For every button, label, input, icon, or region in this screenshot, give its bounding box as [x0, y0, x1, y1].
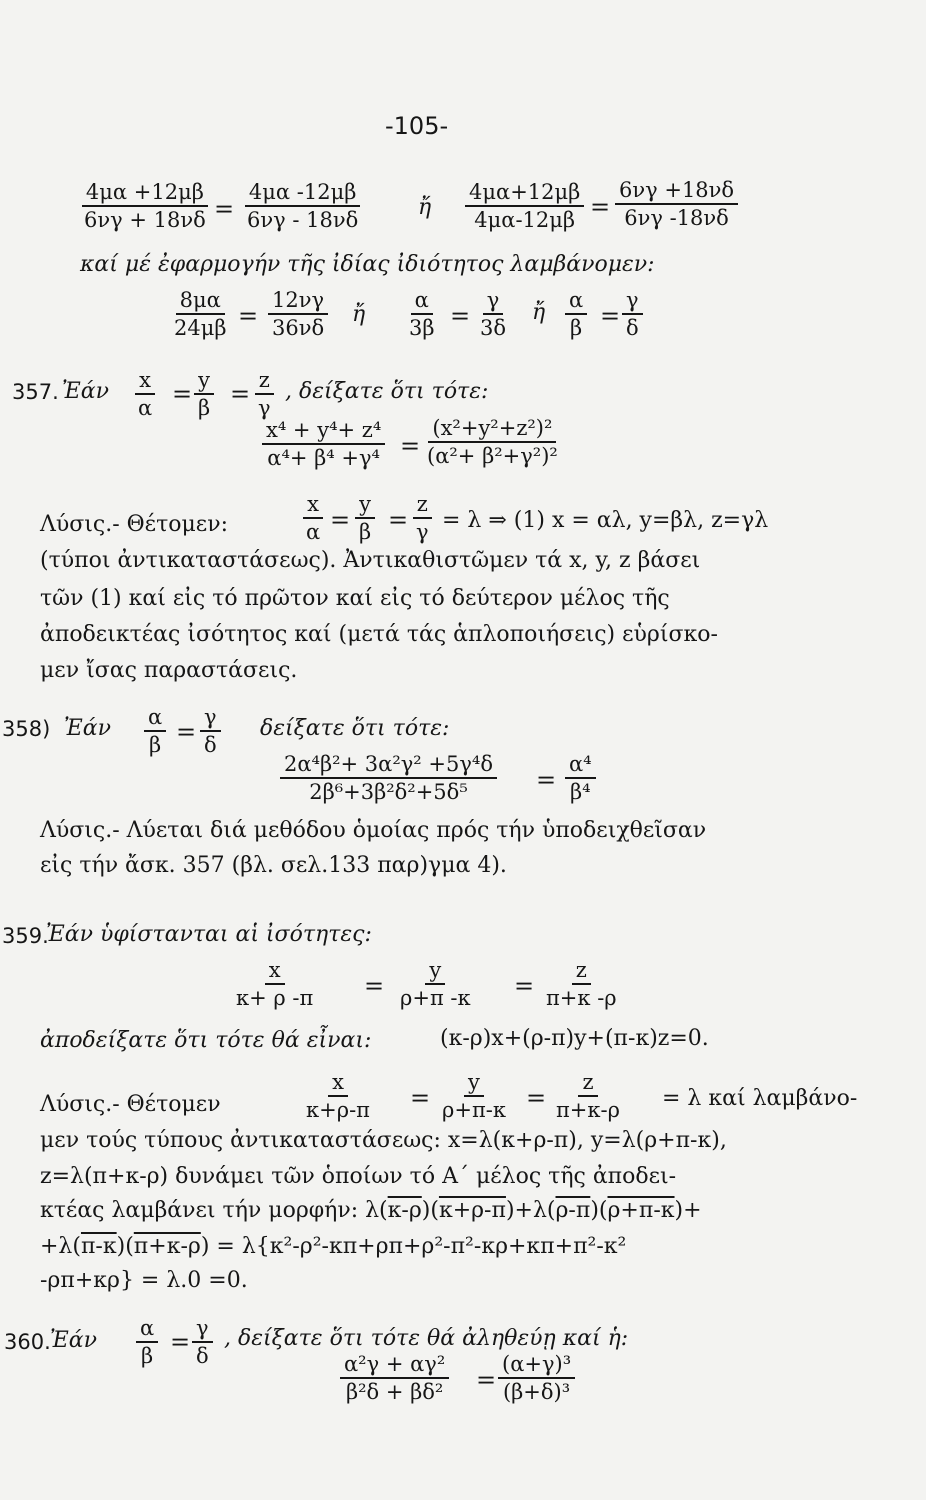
- ratio-denominator: κ+ρ-π: [306, 1098, 370, 1122]
- fraction-6-denominator: 36νδ: [272, 316, 325, 340]
- solution-label: Λύσις.- Θέτομεν:: [40, 512, 228, 537]
- fraction-6: [268, 288, 328, 340]
- ratio-fraction: [232, 958, 317, 1010]
- ratio-denominator: β: [359, 520, 372, 544]
- fraction-1-numerator: 4μα +12μβ: [82, 180, 208, 207]
- equals-sign: =: [176, 718, 197, 746]
- equals-sign: =: [400, 432, 421, 460]
- ratio-denominator: π+κ -ρ: [546, 986, 617, 1010]
- equals-sign: =: [526, 1084, 547, 1112]
- ratio-fraction: [144, 705, 166, 757]
- prompt-text: ἀποδείξατε ὅτι τότε θά εἶναι:: [40, 1028, 372, 1053]
- rhs-fraction: [565, 752, 596, 804]
- ratio-denominator: γ: [258, 396, 271, 420]
- rhs-numerator: (α+γ)³: [498, 1352, 575, 1379]
- equals-sign: =: [536, 766, 557, 794]
- body-text-line: [40, 1198, 702, 1223]
- equals-sign: =: [364, 972, 385, 1000]
- text-segment: )(: [116, 1234, 134, 1259]
- overlined-term: κ-ρ: [387, 1198, 422, 1223]
- body-text-line: μεν ἴσας παραστάσεις.: [40, 658, 298, 683]
- solution-text: Λύσις.- Λύεται διά μεθόδου ὁμοίας πρός τήν ὑποδειχθεῖσαν: [40, 818, 707, 843]
- equals-sign: =: [238, 302, 259, 330]
- ratio-denominator: γ: [416, 520, 429, 544]
- fraction-4-numerator: 6νγ +18νδ: [615, 178, 738, 205]
- fraction-3-denominator: 4μα-12μβ: [474, 208, 576, 232]
- body-text-line: τῶν (1) καί εἰς τό πρῶτον καί εἰς τό δεύτερον μέλος τῆς: [40, 586, 670, 611]
- fraction-6-numerator: 12νγ: [268, 288, 328, 315]
- lhs-denominator: α⁴+ β⁴ +γ⁴: [267, 446, 380, 470]
- ratio-numerator: z: [255, 368, 274, 395]
- rhs-denominator: (β+δ)³: [502, 1380, 571, 1404]
- ratio-fraction: [438, 1070, 510, 1122]
- equals-sign: =: [600, 302, 621, 330]
- fraction-9-numerator: α: [565, 288, 587, 315]
- lhs-numerator: 2α⁴β²+ 3α²γ² +5γ⁴δ: [280, 752, 497, 779]
- ratio-fraction: [412, 492, 433, 544]
- lhs-numerator: x⁴ + y⁴+ z⁴: [262, 418, 385, 445]
- lhs-denominator: 2β⁶+3β²δ²+5δ⁵: [309, 780, 468, 804]
- fraction-2-numerator: 4μα -12μβ: [245, 180, 360, 207]
- fraction-10-numerator: γ: [622, 288, 643, 315]
- page-number: -105-: [385, 112, 449, 140]
- equals-sign: =: [590, 193, 611, 221]
- ratio-fraction: [134, 368, 156, 420]
- exercise-number: 358): [2, 717, 51, 741]
- ratio-numerator: x: [328, 1070, 348, 1097]
- text-segment: )+λ(: [505, 1198, 556, 1223]
- overlined-term: ρ+π-κ: [607, 1198, 675, 1223]
- ratio-numerator: y: [355, 492, 375, 519]
- ratio-numerator: γ: [192, 1316, 213, 1343]
- solution-text: εἰς τήν ἄσκ. 357 (βλ. σελ.133 παρ)γμα 4).: [40, 853, 507, 878]
- if-word: Ἐάν: [62, 379, 109, 404]
- target-equation: (κ-ρ)x+(ρ-π)y+(π-κ)z=0.: [440, 1026, 709, 1051]
- fraction-7-numerator: α: [411, 288, 433, 315]
- fraction-8-denominator: 3δ: [480, 316, 507, 340]
- ratio-numerator: x: [265, 958, 285, 985]
- ratio-fraction: [200, 705, 221, 757]
- lhs-denominator: β²δ + βδ²: [345, 1380, 444, 1404]
- ratio-numerator: γ: [200, 705, 221, 732]
- or-word: ἤ: [532, 300, 546, 325]
- equals-sign: =: [330, 506, 351, 534]
- substitution-formulas: = λ ⇒ (1) x = αλ, y=βλ, z=γλ: [442, 508, 769, 533]
- or-word: ἤ: [418, 195, 432, 220]
- ratio-fraction: [254, 368, 275, 420]
- ratio-numerator: x: [303, 492, 323, 519]
- rhs-numerator: (x²+y²+z²)²: [428, 416, 556, 443]
- text-segment: )(: [421, 1198, 439, 1223]
- equals-sign: =: [476, 1366, 497, 1394]
- ratio-denominator: κ+ ρ -π: [236, 986, 314, 1010]
- ratio-fraction: [192, 1316, 213, 1368]
- equals-sign: =: [214, 195, 235, 223]
- body-text-line: μεν τούς τύπους ἀντικαταστάσεως: x=λ(κ+ρ-π), y=λ(ρ+π-κ),: [40, 1128, 727, 1153]
- ratio-numerator: y: [194, 368, 214, 395]
- fraction-3-numerator: 4μα+12μβ: [465, 180, 584, 207]
- ratio-fraction: [136, 1316, 158, 1368]
- prompt-text: , δείξατε ὅτι τότε:: [285, 379, 489, 404]
- text-segment: κτέας λαμβάνει τήν μορφήν: λ(: [40, 1198, 388, 1223]
- fraction-3: [465, 180, 584, 232]
- ratio-denominator: β: [149, 733, 162, 757]
- if-word: Ἐάν: [50, 1328, 97, 1353]
- fraction-2: [243, 180, 362, 232]
- fraction-5: [170, 288, 231, 340]
- equals-sign: =: [410, 1084, 431, 1112]
- ratio-numerator: z: [578, 1070, 597, 1097]
- body-text-line: [40, 1234, 626, 1259]
- ratio-numerator: y: [425, 958, 445, 985]
- or-word: ἤ: [352, 302, 366, 327]
- ratio-numerator: α: [136, 1316, 158, 1343]
- text-line: καί μέ ἐφαρμογήν τῆς ἰδίας ἰδιότητος λαμβάνομεν:: [80, 252, 655, 277]
- lambda-text: = λ καί λαμβάνο-: [662, 1086, 858, 1111]
- prompt-text: , δείξατε ὅτι τότε θά ἀληθεύῃ καί ἡ:: [224, 1326, 629, 1351]
- ratio-denominator: β: [141, 1344, 154, 1368]
- ratio-denominator: ρ+π -κ: [400, 986, 471, 1010]
- ratio-numerator: α: [144, 705, 166, 732]
- rhs-fraction: [498, 1352, 575, 1404]
- body-text-line: ἀποδεικτέας ἰσότητος καί (μετά τάς ἁπλοποιήσεις) εὑρίσκο-: [40, 622, 718, 647]
- fraction-9-denominator: β: [570, 316, 583, 340]
- fraction-8-numerator: γ: [483, 288, 504, 315]
- ratio-numerator: z: [572, 958, 591, 985]
- ratio-denominator: α: [138, 396, 153, 420]
- fraction-4-denominator: 6νγ -18νδ: [624, 206, 729, 230]
- ratio-numerator: y: [464, 1070, 484, 1097]
- fraction-10-denominator: δ: [626, 316, 639, 340]
- fraction-9: [565, 288, 587, 340]
- body-text-line: (τύποι ἀντικαταστάσεως). Ἀντικαθιστῶμεν τά x, y, z βάσει: [40, 548, 701, 573]
- ratio-fraction: [302, 1070, 374, 1122]
- overlined-term: κ+ρ-π: [438, 1198, 506, 1223]
- exercise-number: 360.: [4, 1330, 51, 1354]
- ratio-fraction: [194, 368, 214, 420]
- body-text-line: z=λ(π+κ-ρ) δυνάμει τῶν ὁποίων τό Α΄ μέλος τῆς ἀποδει-: [40, 1164, 677, 1189]
- text-segment: )+: [674, 1198, 702, 1223]
- ratio-numerator: x: [135, 368, 155, 395]
- prompt-text: Ἐάν ὑφίστανται αἱ ἰσότητες:: [46, 922, 372, 947]
- fraction-7: [405, 288, 439, 340]
- fraction-5-numerator: 8μα: [176, 288, 225, 315]
- solution-label: Λύσις.- Θέτομεν: [40, 1092, 221, 1117]
- ratio-fraction: [302, 492, 324, 544]
- overlined-term: ρ-π: [555, 1198, 591, 1223]
- equals-sign: =: [450, 302, 471, 330]
- ratio-fraction: [552, 1070, 624, 1122]
- ratio-fraction: [355, 492, 375, 544]
- fraction-7-denominator: 3β: [409, 316, 435, 340]
- equals-sign: =: [230, 380, 251, 408]
- ratio-denominator: ρ+π-κ: [442, 1098, 506, 1122]
- equals-sign: =: [388, 506, 409, 534]
- rhs-fraction: [423, 416, 562, 468]
- ratio-denominator: π+κ-ρ: [556, 1098, 620, 1122]
- body-text-line: -ρπ+κρ} = λ.0 =0.: [40, 1268, 248, 1293]
- fraction-8: [476, 288, 510, 340]
- fraction-4: [615, 178, 738, 230]
- rhs-denominator: (α²+ β²+γ²)²: [427, 444, 558, 468]
- lhs-fraction: [340, 1352, 449, 1404]
- equals-sign: =: [514, 972, 535, 1000]
- exercise-number: 357.: [12, 380, 59, 404]
- fraction-5-denominator: 24μβ: [174, 316, 227, 340]
- ratio-denominator: δ: [196, 1344, 209, 1368]
- equals-sign: =: [172, 380, 193, 408]
- ratio-numerator: z: [413, 492, 432, 519]
- fraction-1-denominator: 6νγ + 18νδ: [84, 208, 206, 232]
- ratio-denominator: α: [306, 520, 321, 544]
- lhs-fraction: [262, 418, 385, 470]
- rhs-numerator: α⁴: [565, 752, 596, 779]
- equals-sign: =: [170, 1328, 191, 1356]
- lhs-numerator: α²γ + αγ²: [340, 1352, 449, 1379]
- text-segment: +λ(: [40, 1234, 81, 1259]
- text-segment: )(: [590, 1198, 608, 1223]
- lhs-fraction: [280, 752, 497, 804]
- fraction-10: [622, 288, 643, 340]
- prompt-text: δείξατε ὅτι τότε:: [260, 716, 450, 741]
- if-word: Ἐάν: [64, 716, 111, 741]
- overlined-term: π-κ: [80, 1234, 117, 1259]
- fraction-2-denominator: 6νγ - 18νδ: [247, 208, 359, 232]
- rhs-denominator: β⁴: [570, 780, 591, 804]
- ratio-denominator: β: [198, 396, 211, 420]
- text-segment: ) = λ{κ²-ρ²-κπ+ρπ+ρ²-π²-κρ+κπ+π²-κ²: [200, 1234, 627, 1259]
- ratio-denominator: δ: [204, 733, 217, 757]
- ratio-fraction: [396, 958, 475, 1010]
- overlined-term: π+κ-ρ: [133, 1234, 201, 1259]
- exercise-number: 359.: [2, 924, 49, 948]
- ratio-fraction: [542, 958, 621, 1010]
- fraction-1: [80, 180, 210, 232]
